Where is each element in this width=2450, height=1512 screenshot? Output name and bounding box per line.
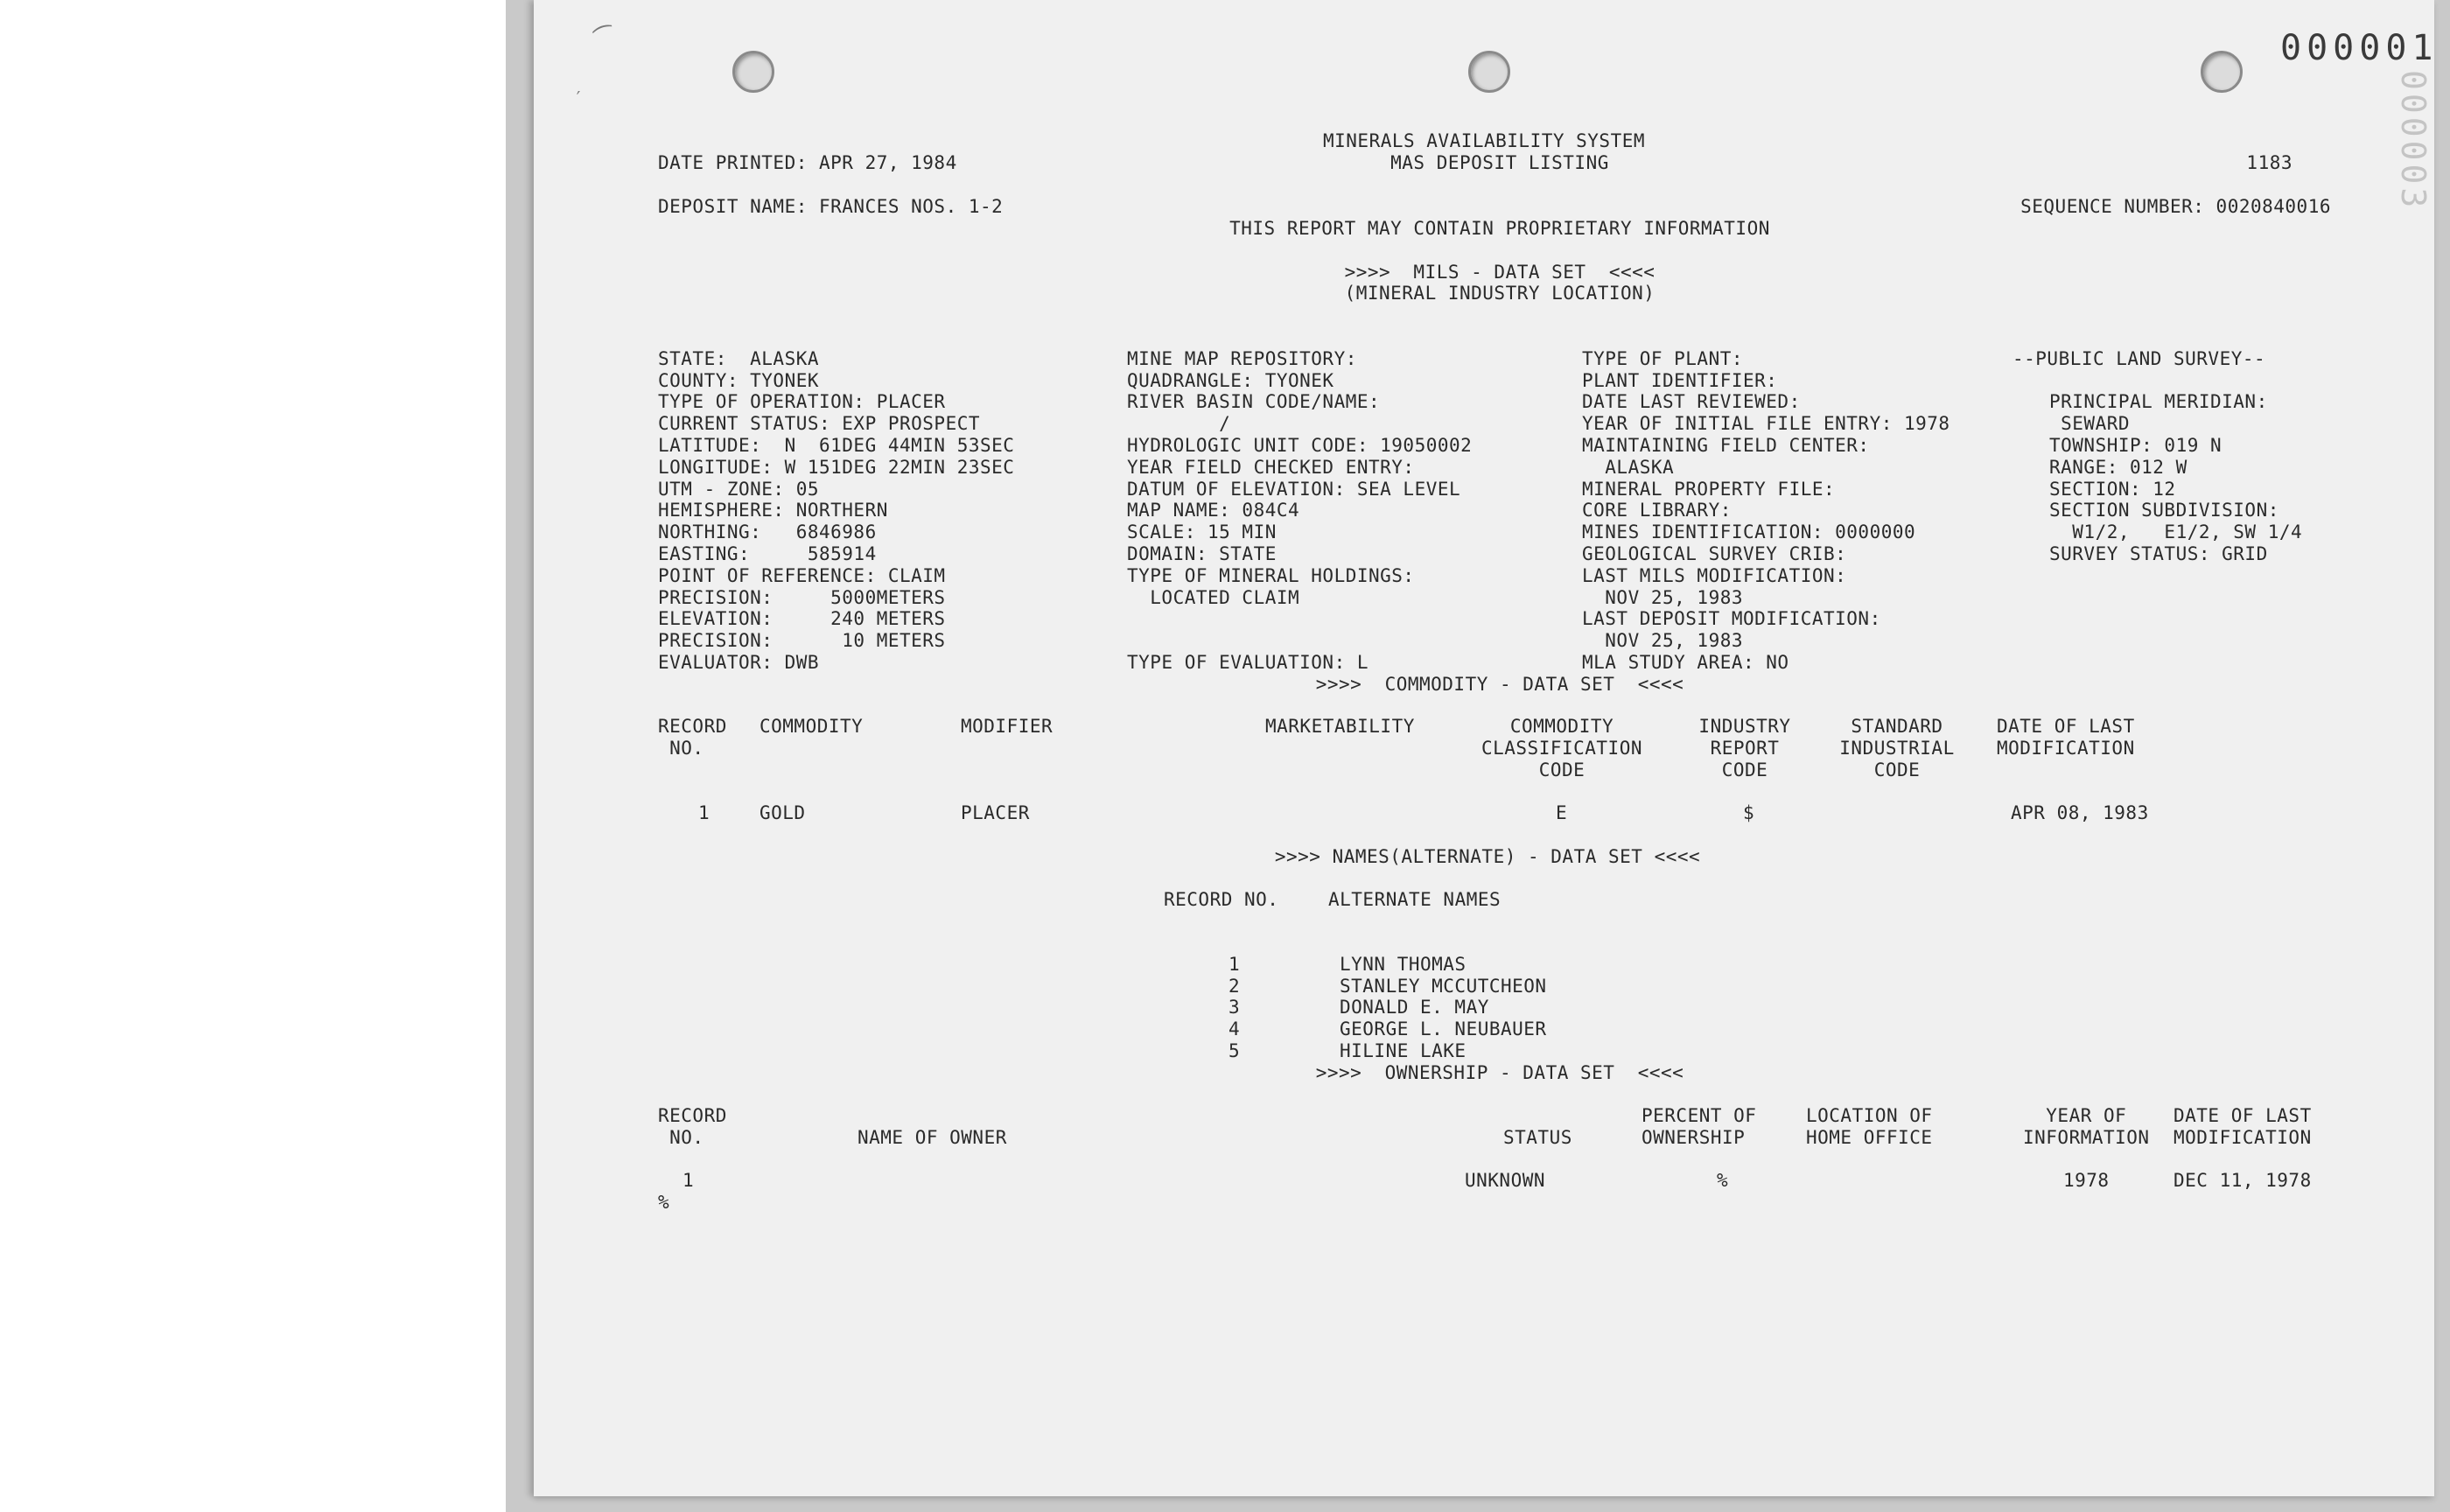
- survey-field: W1/2, E1/2, SW 1/4: [2049, 522, 2303, 543]
- mils-field: [1127, 608, 1472, 630]
- mils-field: MINES IDENTIFICATION: 0000000: [1582, 522, 1916, 543]
- survey-field: PRINCIPAL MERIDIAN:: [2049, 391, 2268, 413]
- punch-hole-right: [2201, 51, 2243, 93]
- page-number: 1183: [2246, 152, 2292, 173]
- mils-field: YEAR OF INITIAL FILE ENTRY: 1978: [1582, 413, 1950, 435]
- mils-field: RIVER BASIN CODE/NAME:: [1127, 391, 1381, 413]
- proprietary-notice: THIS REPORT MAY CONTAIN PROPRIETARY INFORMATION: [1229, 218, 1770, 239]
- names-header-names: ALTERNATE NAMES: [1328, 889, 1502, 910]
- alternate-name: STANLEY MCCUTCHEON: [1340, 975, 1547, 997]
- system-title: MINERALS AVAILABILITY SYSTEM: [1322, 130, 1646, 151]
- mils-field: LONGITUDE: W 151DEG 22MIN 23SEC: [658, 456, 1015, 478]
- commodity-header-sic: STANDARD INDUSTRIAL CODE: [1839, 716, 1955, 780]
- mils-field: TYPE OF MINERAL HOLDINGS:: [1127, 564, 1415, 586]
- public-land-survey: [2012, 326, 2302, 587]
- names-section-title: >>>> NAMES(ALTERNATE) - DATA SET <<<<: [1274, 846, 1701, 867]
- commodity-date: APR 08, 1983: [2011, 802, 2149, 823]
- mils-field: MINE MAP REPOSITORY:: [1127, 347, 1357, 369]
- commodity-header-date: DATE OF LAST MODIFICATION: [1997, 716, 2135, 759]
- alternate-names-list: [1340, 932, 1547, 1084]
- mils-field: QUADRANGLE: TYONEK: [1127, 369, 1334, 391]
- commodity-header-marketability: MARKETABILITY: [1265, 716, 1415, 737]
- ownership-section-title: >>>> OWNERSHIP - DATA SET <<<<: [1315, 1062, 1684, 1083]
- mils-field: STATE: ALASKA: [658, 347, 820, 369]
- date-printed: DATE PRINTED: APR 27, 1984: [658, 152, 957, 173]
- mils-field: POINT OF REFERENCE: CLAIM: [658, 564, 946, 586]
- mils-field: DATE LAST REVIEWED:: [1582, 391, 1801, 413]
- mils-field: GEOLOGICAL SURVEY CRIB:: [1582, 542, 1847, 564]
- mils-field: CORE LIBRARY:: [1582, 500, 1732, 522]
- mils-field: CURRENT STATUS: EXP PROSPECT: [658, 413, 981, 435]
- survey-field: --PUBLIC LAND SURVEY--: [2012, 347, 2266, 369]
- deposit-name: DEPOSIT NAME: FRANCES NOS. 1-2: [658, 196, 1004, 217]
- commodity-classification-code: E: [1556, 802, 1568, 823]
- mils-field: LATITUDE: N 61DEG 44MIN 53SEC: [658, 434, 1015, 456]
- mils-field: HYDROLOGIC UNIT CODE: 19050002: [1127, 434, 1473, 456]
- ownership-record-no: 1: [682, 1170, 695, 1191]
- mils-field: LOCATED CLAIM: [1127, 586, 1300, 608]
- ownership-date: DEC 11, 1978: [2174, 1170, 2312, 1191]
- mils-field: LAST MILS MODIFICATION:: [1582, 564, 1847, 586]
- commodity-header-record: RECORD NO.: [658, 716, 727, 759]
- ownership-percent: %: [1717, 1170, 1729, 1191]
- mils-field: UTM - ZONE: 05: [658, 478, 820, 500]
- commodity-modifier: PLACER: [961, 802, 1030, 823]
- mils-field: TYPE OF OPERATION: PLACER: [658, 391, 946, 413]
- commodity-value: GOLD: [760, 802, 806, 823]
- ownership-status: UNKNOWN: [1465, 1170, 1546, 1191]
- alternate-name: LYNN THOMAS: [1340, 953, 1466, 975]
- mils-field: EVALUATOR: DWB: [658, 651, 820, 673]
- mils-field: EASTING: 585914: [658, 542, 877, 564]
- names-record-numbers: [1228, 932, 1240, 1084]
- pencil-mark-icon: ⁀: [592, 24, 620, 55]
- mils-section-subtitle: (MINERAL INDUSTRY LOCATION): [1344, 283, 1656, 304]
- mils-field: COUNTY: TYONEK: [658, 369, 820, 391]
- sequence-number: SEQUENCE NUMBER: 0020840016: [2020, 196, 2331, 217]
- mils-location-fields: [658, 326, 1014, 696]
- mils-field: MAP NAME: 084C4: [1127, 500, 1300, 522]
- survey-field: RANGE: 012 W: [2049, 456, 2188, 478]
- survey-field: SEWARD: [2049, 413, 2131, 435]
- alternate-name: GEORGE L. NEUBAUER: [1340, 1018, 1547, 1040]
- ownership-header-year: YEAR OF INFORMATION: [2023, 1105, 2150, 1148]
- names-header-record: RECORD NO.: [1164, 889, 1279, 910]
- ownership-header-percent: PERCENT OF OWNERSHIP: [1642, 1105, 1757, 1148]
- pencil-mark-icon: ′: [573, 88, 584, 108]
- survey-field: [2012, 370, 2302, 392]
- mils-field: NOV 25, 1983: [1582, 586, 1744, 608]
- mils-admin-fields: [1582, 326, 1950, 696]
- punch-hole-left: [732, 51, 774, 93]
- mils-field: LAST DEPOSIT MODIFICATION:: [1582, 608, 1881, 630]
- ownership-header-status: STATUS: [1503, 1127, 1572, 1148]
- mils-field: ALASKA: [1582, 456, 1675, 478]
- mils-field: DATUM OF ELEVATION: SEA LEVEL: [1127, 478, 1461, 500]
- commodity-record-no: 1: [698, 802, 710, 823]
- ownership-header-date: DATE OF LAST MODIFICATION: [2174, 1105, 2312, 1148]
- ownership-header-location: LOCATION OF HOME OFFICE: [1806, 1105, 1933, 1148]
- commodity-header-classification: COMMODITY CLASSIFICATION CODE: [1480, 716, 1642, 780]
- name-record-no: 1: [1228, 953, 1241, 975]
- ownership-header-record: RECORD NO.: [658, 1105, 727, 1148]
- mils-field: NOV 25, 1983: [1582, 630, 1744, 652]
- mils-field: YEAR FIELD CHECKED ENTRY:: [1127, 456, 1415, 478]
- mils-map-fields: [1127, 326, 1472, 696]
- mils-field: MLA STUDY AREA: NO: [1582, 651, 1789, 673]
- page-stamp: 000001: [2280, 28, 2439, 68]
- mils-section-title: >>>> MILS - DATA SET <<<<: [1344, 262, 1656, 283]
- commodity-header-industry: INDUSTRY REPORT CODE: [1698, 716, 1791, 780]
- mils-field: MINERAL PROPERTY FILE:: [1582, 478, 1836, 500]
- commodity-industry-code: $: [1743, 802, 1755, 823]
- mils-field: TYPE OF EVALUATION: L: [1127, 651, 1369, 673]
- alternate-name: HILINE LAKE: [1340, 1040, 1466, 1061]
- survey-field: SECTION: 12: [2049, 478, 2176, 500]
- ownership-footer-mark: %: [658, 1192, 670, 1213]
- ownership-year: 1978: [2063, 1170, 2110, 1191]
- mils-field: PRECISION: 5000METERS: [658, 586, 946, 608]
- mils-field: DOMAIN: STATE: [1127, 542, 1277, 564]
- name-record-no: 5: [1228, 1040, 1241, 1061]
- mils-field: NORTHING: 6846986: [658, 522, 877, 543]
- survey-field: SURVEY STATUS: GRID: [2049, 542, 2268, 564]
- mils-field: /: [1127, 413, 1231, 435]
- mils-field: PLANT IDENTIFIER:: [1582, 369, 1778, 391]
- mils-field: [1127, 630, 1472, 652]
- name-record-no: 3: [1228, 997, 1241, 1018]
- commodity-section-title: >>>> COMMODITY - DATA SET <<<<: [1315, 674, 1684, 695]
- ownership-header-name: NAME OF OWNER: [858, 1127, 1007, 1148]
- stamp-ghost: 000003: [2394, 70, 2432, 212]
- name-record-no: 4: [1228, 1018, 1241, 1040]
- name-record-no: 2: [1228, 975, 1241, 997]
- mils-field: PRECISION: 10 METERS: [658, 630, 946, 652]
- survey-field: SECTION SUBDIVISION:: [2049, 500, 2279, 522]
- mils-field: TYPE OF PLANT:: [1582, 347, 1744, 369]
- alternate-name: DONALD E. MAY: [1340, 997, 1489, 1018]
- survey-field: TOWNSHIP: 019 N: [2049, 434, 2222, 456]
- mils-field: HEMISPHERE: NORTHERN: [658, 500, 888, 522]
- mils-field: ELEVATION: 240 METERS: [658, 608, 946, 630]
- punch-hole-center: [1468, 51, 1510, 93]
- listing-title: MAS DEPOSIT LISTING: [1390, 152, 1609, 173]
- mils-field: MAINTAINING FIELD CENTER:: [1582, 434, 1870, 456]
- mils-field: SCALE: 15 MIN: [1127, 522, 1277, 543]
- commodity-header-commodity: COMMODITY: [760, 716, 864, 737]
- commodity-header-modifier: MODIFIER: [961, 716, 1054, 737]
